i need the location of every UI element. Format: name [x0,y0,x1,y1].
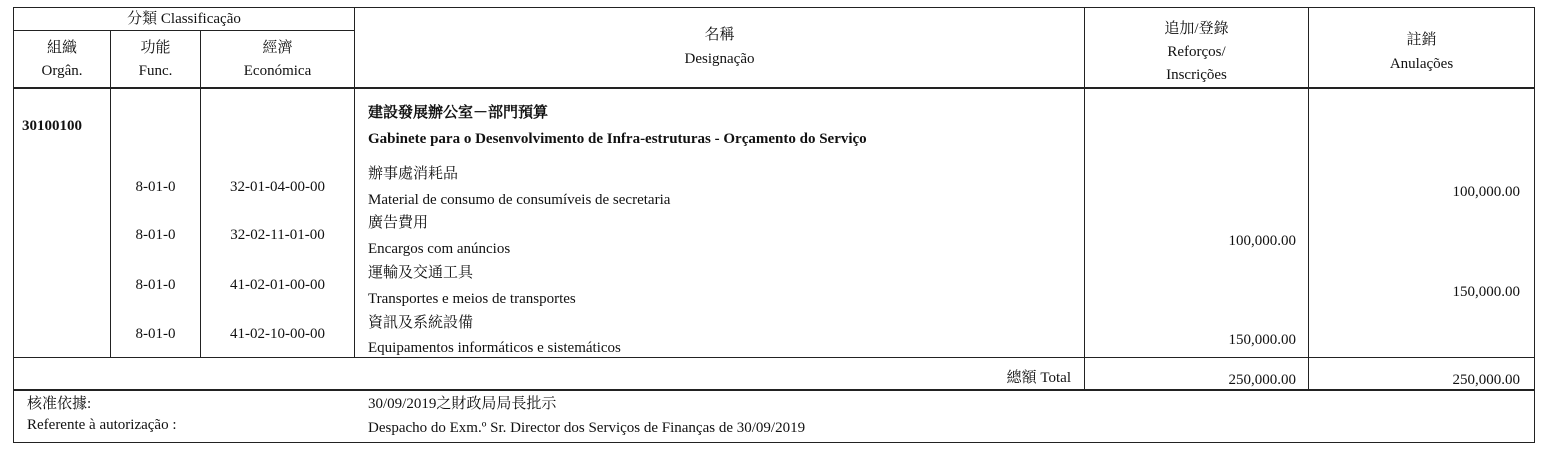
section-title-pt: Gabinete para o Desenvolvimento de Infra-estruturas - Orçamento do Serviço [368,131,867,147]
row-3-anulacao: 150,000.00 [1452,284,1520,300]
reforcos-header-pt: Reforços/ [1167,44,1226,60]
total-label: 總額 Total [1006,370,1071,386]
row-2-econ: 32-02-11-01-00 [230,227,325,243]
inscricoes-header-pt: Inscrições [1166,67,1227,83]
row-2-designation-pt: Encargos com anúncios [368,241,511,257]
organ-header-pt: Orgân. [41,63,83,79]
row-4-func: 8-01-0 [135,326,176,342]
authorization-value-zh: 30/09/2019之財政局局長批示 [368,396,557,412]
organ-code: 30100100 [22,118,82,134]
total-anulacao: 250,000.00 [1452,372,1520,388]
row-2-reforco: 100,000.00 [1228,233,1296,249]
row-2-func: 8-01-0 [135,227,176,243]
authorization-value-pt: Despacho do Exm.º Sr. Director dos Serviços de Finanças de 30/09/2019 [368,420,806,436]
row-3-econ: 41-02-01-00-00 [230,277,325,293]
row-4-designation-zh: 資訊及系統設備 [368,315,474,331]
classification-header: 分類 Classificação [127,11,241,27]
reforcos-header-zh: 追加/登錄 [1164,21,1229,37]
rule-footer-bottom [13,442,1535,443]
row-3-designation-pt: Transportes e meios de transportes [368,291,576,307]
func-header-zh: 功能 [140,40,171,56]
total-reforco: 250,000.00 [1228,372,1296,388]
designation-header-zh: 名稱 [704,27,735,43]
row-4-econ: 41-02-10-00-00 [230,326,325,342]
row-4-reforco: 150,000.00 [1228,332,1296,348]
designation-header-pt: Designação [684,51,755,67]
econ-header-pt: Económica [243,63,312,79]
econ-header-zh: 經濟 [262,40,293,56]
rule-classification [13,30,355,31]
rule-body-bottom [13,357,1535,358]
rule-total-bottom [13,389,1535,391]
row-4-designation-pt: Equipamentos informáticos e sistemáticos [368,340,621,356]
authorization-label-pt: Referente à autorização : [27,417,177,433]
row-2-designation-zh: 廣告費用 [368,215,429,231]
organ-header-zh: 組織 [46,40,77,56]
row-1-designation-zh: 辦事處消耗品 [368,166,459,182]
row-3-func: 8-01-0 [135,277,176,293]
anulacoes-header-pt: Anulações [1389,56,1454,72]
row-3-designation-zh: 運輸及交通工具 [368,265,474,281]
func-header-pt: Func. [138,63,173,79]
row-1-econ: 32-01-04-00-00 [230,179,325,195]
rule-header-bottom [13,87,1535,89]
section-title-zh: 建設發展辦公室－部門預算 [368,105,549,121]
row-1-designation-pt: Material de consumo de consumíveis de secretaria [368,192,671,208]
rule-right [1534,7,1535,443]
row-1-func: 8-01-0 [135,179,176,195]
rule-top [13,7,1535,8]
anulacoes-header-zh: 註銷 [1406,32,1437,48]
authorization-label-zh: 核准依據: [27,396,92,412]
row-1-anulacao: 100,000.00 [1452,184,1520,200]
